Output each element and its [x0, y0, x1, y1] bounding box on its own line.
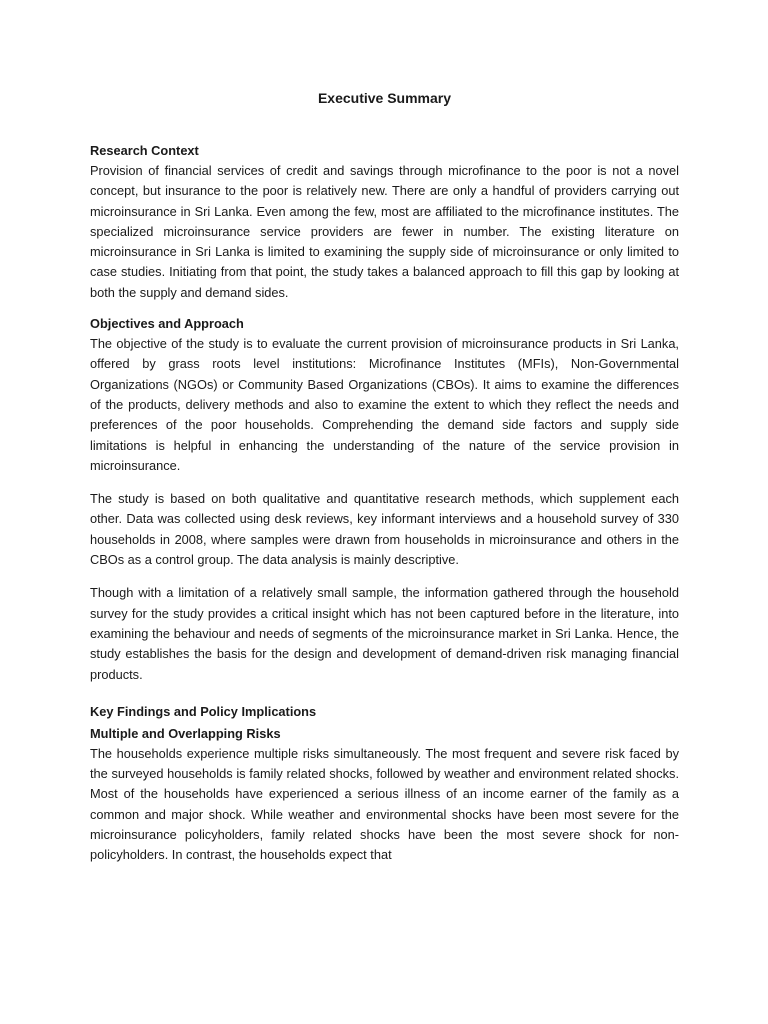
section-heading-objectives: Objectives and Approach — [90, 316, 244, 332]
spacer — [90, 570, 679, 583]
document-page — [90, 88, 679, 866]
paragraph-multiple-risks: The households experience multiple risks simultaneously. The most frequent and severe risk faced by the surveyed households is family related shocks, followed by weather and environment related shocks. Most of the households have experienced a serious illness of an income earner of the family as a common and major shock. While weather and environmental shocks have been most severe for the microinsurance policyholders, family related shocks have been the most severe shock for non-policyholders. In contrast, the households expect that — [90, 745, 679, 863]
spacer — [90, 303, 679, 314]
paragraph-objectives-1: The objective of the study is to evaluate the current provision of microinsurance products in Sri Lanka, offered by grass roots level institutions: Microfinance Institutes (MFIs), Non-Governmental Organizations (NGOs) or Community Based Organizations (CBOs). It aims to examine the differences of the products, delivery methods and also to examine the extent to which they reflect the needs and preferences of the poor households. Comprehending the demand side factors and supply side limitations is helpful in enhancing the understanding of the nature of the service provision in microinsurance. — [90, 336, 679, 473]
paragraph-objectives-3: Though with a limitation of a relatively small sample, the information gathered through the household survey for the study provides a critical insight which has not been captured before in the literature, into examining the behaviour and needs of segments of the microinsurance market in Sri Lanka. Hence, the study establishes the basis for the design and development of demand-driven risk managing financial products. — [90, 585, 679, 682]
paragraph-objectives-2: The study is based on both qualitative and quantitative research methods, which supplement each other. Data was collected using desk reviews, key informant interviews and a household survey of 330 households in 2008, where samples were drawn from households in microinsurance and others in the CBOs as a control group. The data analysis is mainly descriptive. — [90, 491, 679, 568]
paragraph-research-context: Provision of financial services of credit and savings through microfinance to the poor is not a novel concept, but insurance to the poor is relatively new. There are only a handful of providers carrying out microinsurance in Sri Lanka. Even among the few, most are affiliated to the microfinance institutes. The specialized microinsurance service providers are fewer in number. The existing literature on microinsurance in Sri Lanka is limited to examining the supply side of microinsurance or only limited to case studies. Initiating from that point, the study takes a balanced approach to fill this gap by looking at both the supply and demand sides. — [90, 163, 679, 300]
section-heading-research-context: Research Context — [90, 143, 199, 158]
page-title: Executive Summary — [317, 90, 452, 106]
spacer — [90, 685, 679, 702]
section-heading-key-findings: Key Findings and Policy Implications — [90, 703, 317, 719]
subheading-multiple-risks: Multiple and Overlapping Risks — [90, 725, 281, 741]
spacer — [90, 476, 679, 489]
